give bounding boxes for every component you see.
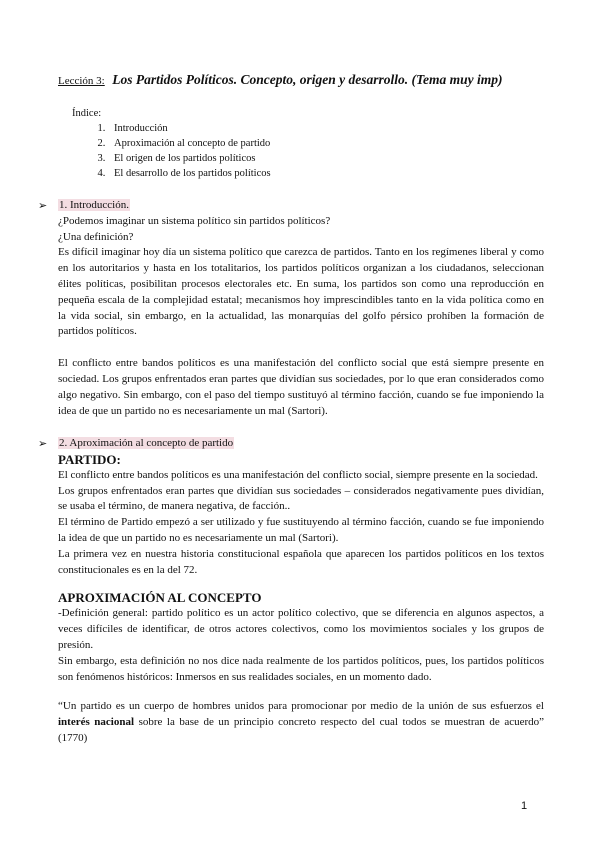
index-item: 2. Aproximación al concepto de partido (108, 136, 271, 151)
page-number: 1 (521, 800, 528, 812)
concept-paragraph-1: El conflicto entre bandos políticos es una manifestación del conflicto social, siempre presente en la sociedad. (58, 468, 538, 481)
subheading-aproximacion: APROXIMACIÓN AL CONCEPTO (58, 590, 262, 606)
index-list (72, 121, 271, 181)
section-heading-text: 2. Aproximación al concepto de partido (59, 437, 234, 449)
arrow-bullet-icon: ➢ (38, 199, 48, 212)
index-item: 4. El desarrollo de los partidos políticos (108, 166, 271, 181)
section-heading (38, 198, 544, 214)
index-item: 1. Introducción (108, 121, 271, 136)
quote-text-end: sobre la base de un principio concreto respecto del cual todos se muestran de acuerdo” (1770) (58, 716, 545, 744)
section-introduction (38, 198, 544, 419)
quote-emphasis: interés nacional (58, 716, 135, 729)
concept-paragraph-6: Sin embargo, esta definición no nos dice nada realmente de los partidos políticos, pues, los partidos políticos son fenómenos históricos: Inmersos en sus realidades sociales, en un momento dado. (58, 654, 544, 683)
quote-paragraph (58, 699, 544, 746)
intro-paragraph-1: Es difícil imaginar hoy día un sistema político que carezca de partidos. Tanto en los regímenes liberal y como en los autoritarios y hasta en los totalitarios, los partidos políticos organizan a los ciudadanos, seleccionan élites políticas, posibilitan procesos electorales etc. En suma, los partidos son como una reproducción en pequeña escala de la complejidad estatal; mecanismos hoy imprescindibles tanto en la vida política como en la vida social, sin embargo, en la actualidad, las monarquías del golfo pérsico prohíben la formación de partidos políticos. (58, 246, 544, 338)
section-concept (38, 436, 545, 747)
quote-text-start: “Un partido es un cuerpo de hombres unidos para promocionar por medio de la unión de sus esfuerzos el (58, 700, 544, 713)
concept-paragraph-5: -Definición general: partido político es un actor político colectivo, que se diferencia en algunos aspectos, a veces difíciles de identificar, de otros actores colectivos, como los movimientos sociales y los grupos de presión. (58, 607, 544, 651)
table-of-contents (72, 106, 271, 181)
lesson-label: Lección 3: (58, 75, 105, 87)
subheading-partido: PARTIDO: (58, 451, 121, 467)
question-2: ¿Una definición? (58, 230, 134, 243)
section-heading-text: 1. Introducción. (59, 199, 129, 211)
concept-paragraph-4: La primera vez en nuestra historia constitucional española que aparecen los partidos políticos en los textos constitucionales es en la del 72. (58, 547, 544, 576)
index-heading: Índice: (72, 108, 102, 119)
index-item: 3. El origen de los partidos políticos (108, 151, 271, 166)
section-heading (38, 436, 544, 452)
intro-paragraph-2: El conflicto entre bandos políticos es una manifestación del conflicto social que está siempre presente en sociedad. Los grupos enfrentados eran partes que dividían sus sociedades, por lo que eran considerados como algo negativo. Sin embargo, con el paso del tiempo sustituyó al término facción, cuando se fue imponiendo la idea de que un partido no es necesariamente un mal (Sartori). (58, 357, 544, 417)
arrow-bullet-icon: ➢ (38, 437, 48, 450)
question-1: ¿Podemos imaginar un sistema político sin partidos políticos? (58, 214, 331, 227)
lesson-title-text: Los Partidos Políticos. Concepto, origen y desarrollo. (Tema muy imp) (112, 72, 503, 87)
concept-paragraph-2: Los grupos enfrentados eran partes que dividían sus sociedades – considerados negativamente pues dividían, se usaba el término, de manera negativa, de facción.. (58, 484, 544, 513)
lesson-title (58, 72, 502, 89)
concept-paragraph-3: El término de Partido empezó a ser utilizado y fue sustituyendo al término facción, cuando se fue imponiendo la idea de que un partido no es necesariamente un mal (Sartori). (58, 516, 544, 544)
